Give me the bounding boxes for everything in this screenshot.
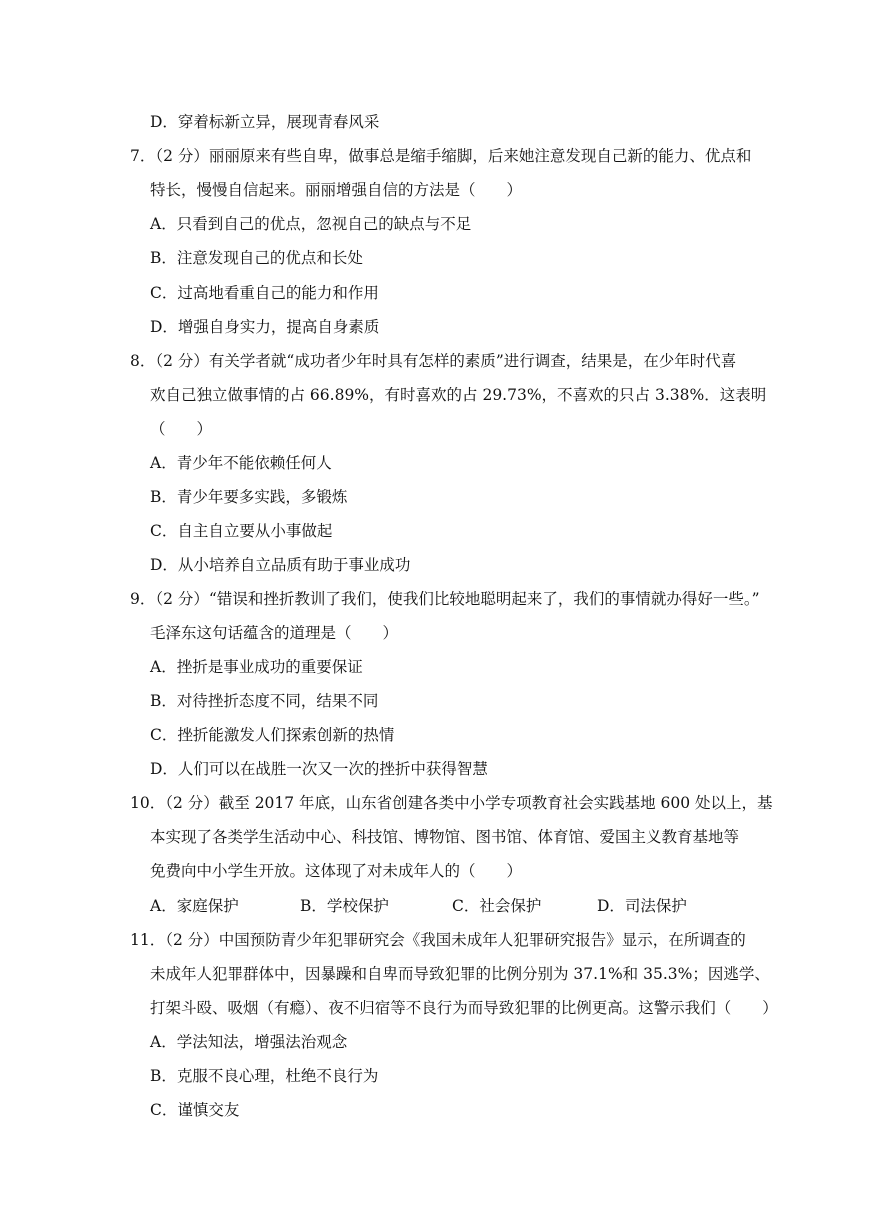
question-7-stem-line-1: 7．（2 分）丽丽原来有些自卑，做事总是缩手缩脚，后来她注意发现自己新的能力、优点和 bbox=[130, 147, 752, 165]
question-10-stem-line-2: 本实现了各类学生活动中心、科技馆、博物馆、图书馆、体育馆、爱国主义教育基地等 bbox=[150, 828, 740, 846]
question-7-option-b: B．注意发现自己的优点和长处 bbox=[150, 249, 363, 267]
question-8-option-b: B．青少年要多实践，多锻炼 bbox=[150, 488, 348, 506]
question-8-stem-line-2: 欢自己独立做事情的占 66.89%，有时喜欢的占 29.73%，不喜欢的只占 3.38%．这表明 bbox=[150, 386, 767, 404]
question-11-option-a: A．学法知法，增强法治观念 bbox=[150, 1033, 348, 1051]
question-10-stem-line-3: 免费向中小学生开放。这体现了对未成年人的（ ） bbox=[150, 862, 523, 880]
question-8-option-c: C．自主自立要从小事做起 bbox=[150, 522, 333, 540]
question-9-option-d: D．人们可以在战胜一次又一次的挫折中获得智慧 bbox=[150, 760, 488, 778]
question-10-option-a: A．家庭保护 bbox=[150, 897, 239, 915]
question-11-stem-line-1: 11．（2 分）中国预防青少年犯罪研究会《我国未成年人犯罪研究报告》显示，在所调查的 bbox=[130, 931, 746, 949]
question-8-option-a: A．青少年不能依赖任何人 bbox=[150, 454, 332, 472]
prev-option-d: D．穿着标新立异，展现青春风采 bbox=[150, 113, 380, 131]
question-10-option-c: C．社会保护 bbox=[452, 897, 542, 915]
question-7-option-c: C．过高地看重自己的能力和作用 bbox=[150, 284, 379, 302]
question-9-option-a: A．挫折是事业成功的重要保证 bbox=[150, 658, 363, 676]
question-9-option-c: C．挫折能激发人们探索创新的热情 bbox=[150, 726, 395, 744]
question-10-option-b: B．学校保护 bbox=[300, 897, 389, 915]
question-11-stem-line-2: 未成年人犯罪群体中，因暴躁和自卑而导致犯罪的比例分别为 37.1%和 35.3%；因逃学、 bbox=[150, 965, 770, 983]
question-11-option-c: C．谨慎交友 bbox=[150, 1101, 240, 1119]
question-9-stem-line-2: 毛泽东这句话蕴含的道理是（ ） bbox=[150, 624, 399, 642]
question-7-option-d: D．增强自身实力，提高自身素质 bbox=[150, 318, 380, 336]
question-8-stem-line-1: 8．（2 分）有关学者就“成功者少年时具有怎样的素质”进行调查，结果是，在少年时代喜 bbox=[130, 352, 737, 370]
question-9-option-b: B．对待挫折态度不同，结果不同 bbox=[150, 692, 379, 710]
question-9-stem-line-1: 9．（2 分）“错误和挫折教训了我们，使我们比较地聪明起来了，我们的事情就办得好一些。” bbox=[130, 590, 760, 608]
question-10-stem-line-1: 10．（2 分）截至 2017 年底，山东省创建各类中小学专项教育社会实践基地 600 处以上，基 bbox=[130, 794, 773, 812]
question-8-stem-line-3: （ ） bbox=[150, 420, 213, 438]
question-10-option-d: D．司法保护 bbox=[597, 897, 687, 915]
question-11-option-b: B．克服不良心理，杜绝不良行为 bbox=[150, 1067, 379, 1085]
question-8-option-d: D．从小培养自立品质有助于事业成功 bbox=[150, 556, 411, 574]
question-7-stem-line-2: 特长，慢慢自信起来。丽丽增强自信的方法是（ ） bbox=[150, 181, 523, 199]
question-11-stem-line-3: 打架斗殴、吸烟（有瘾）、夜不归宿等不良行为而导致犯罪的比例更高。这警示我们（ ） bbox=[150, 999, 778, 1017]
question-7-option-a: A．只看到自己的优点，忽视自己的缺点与不足 bbox=[150, 215, 472, 233]
